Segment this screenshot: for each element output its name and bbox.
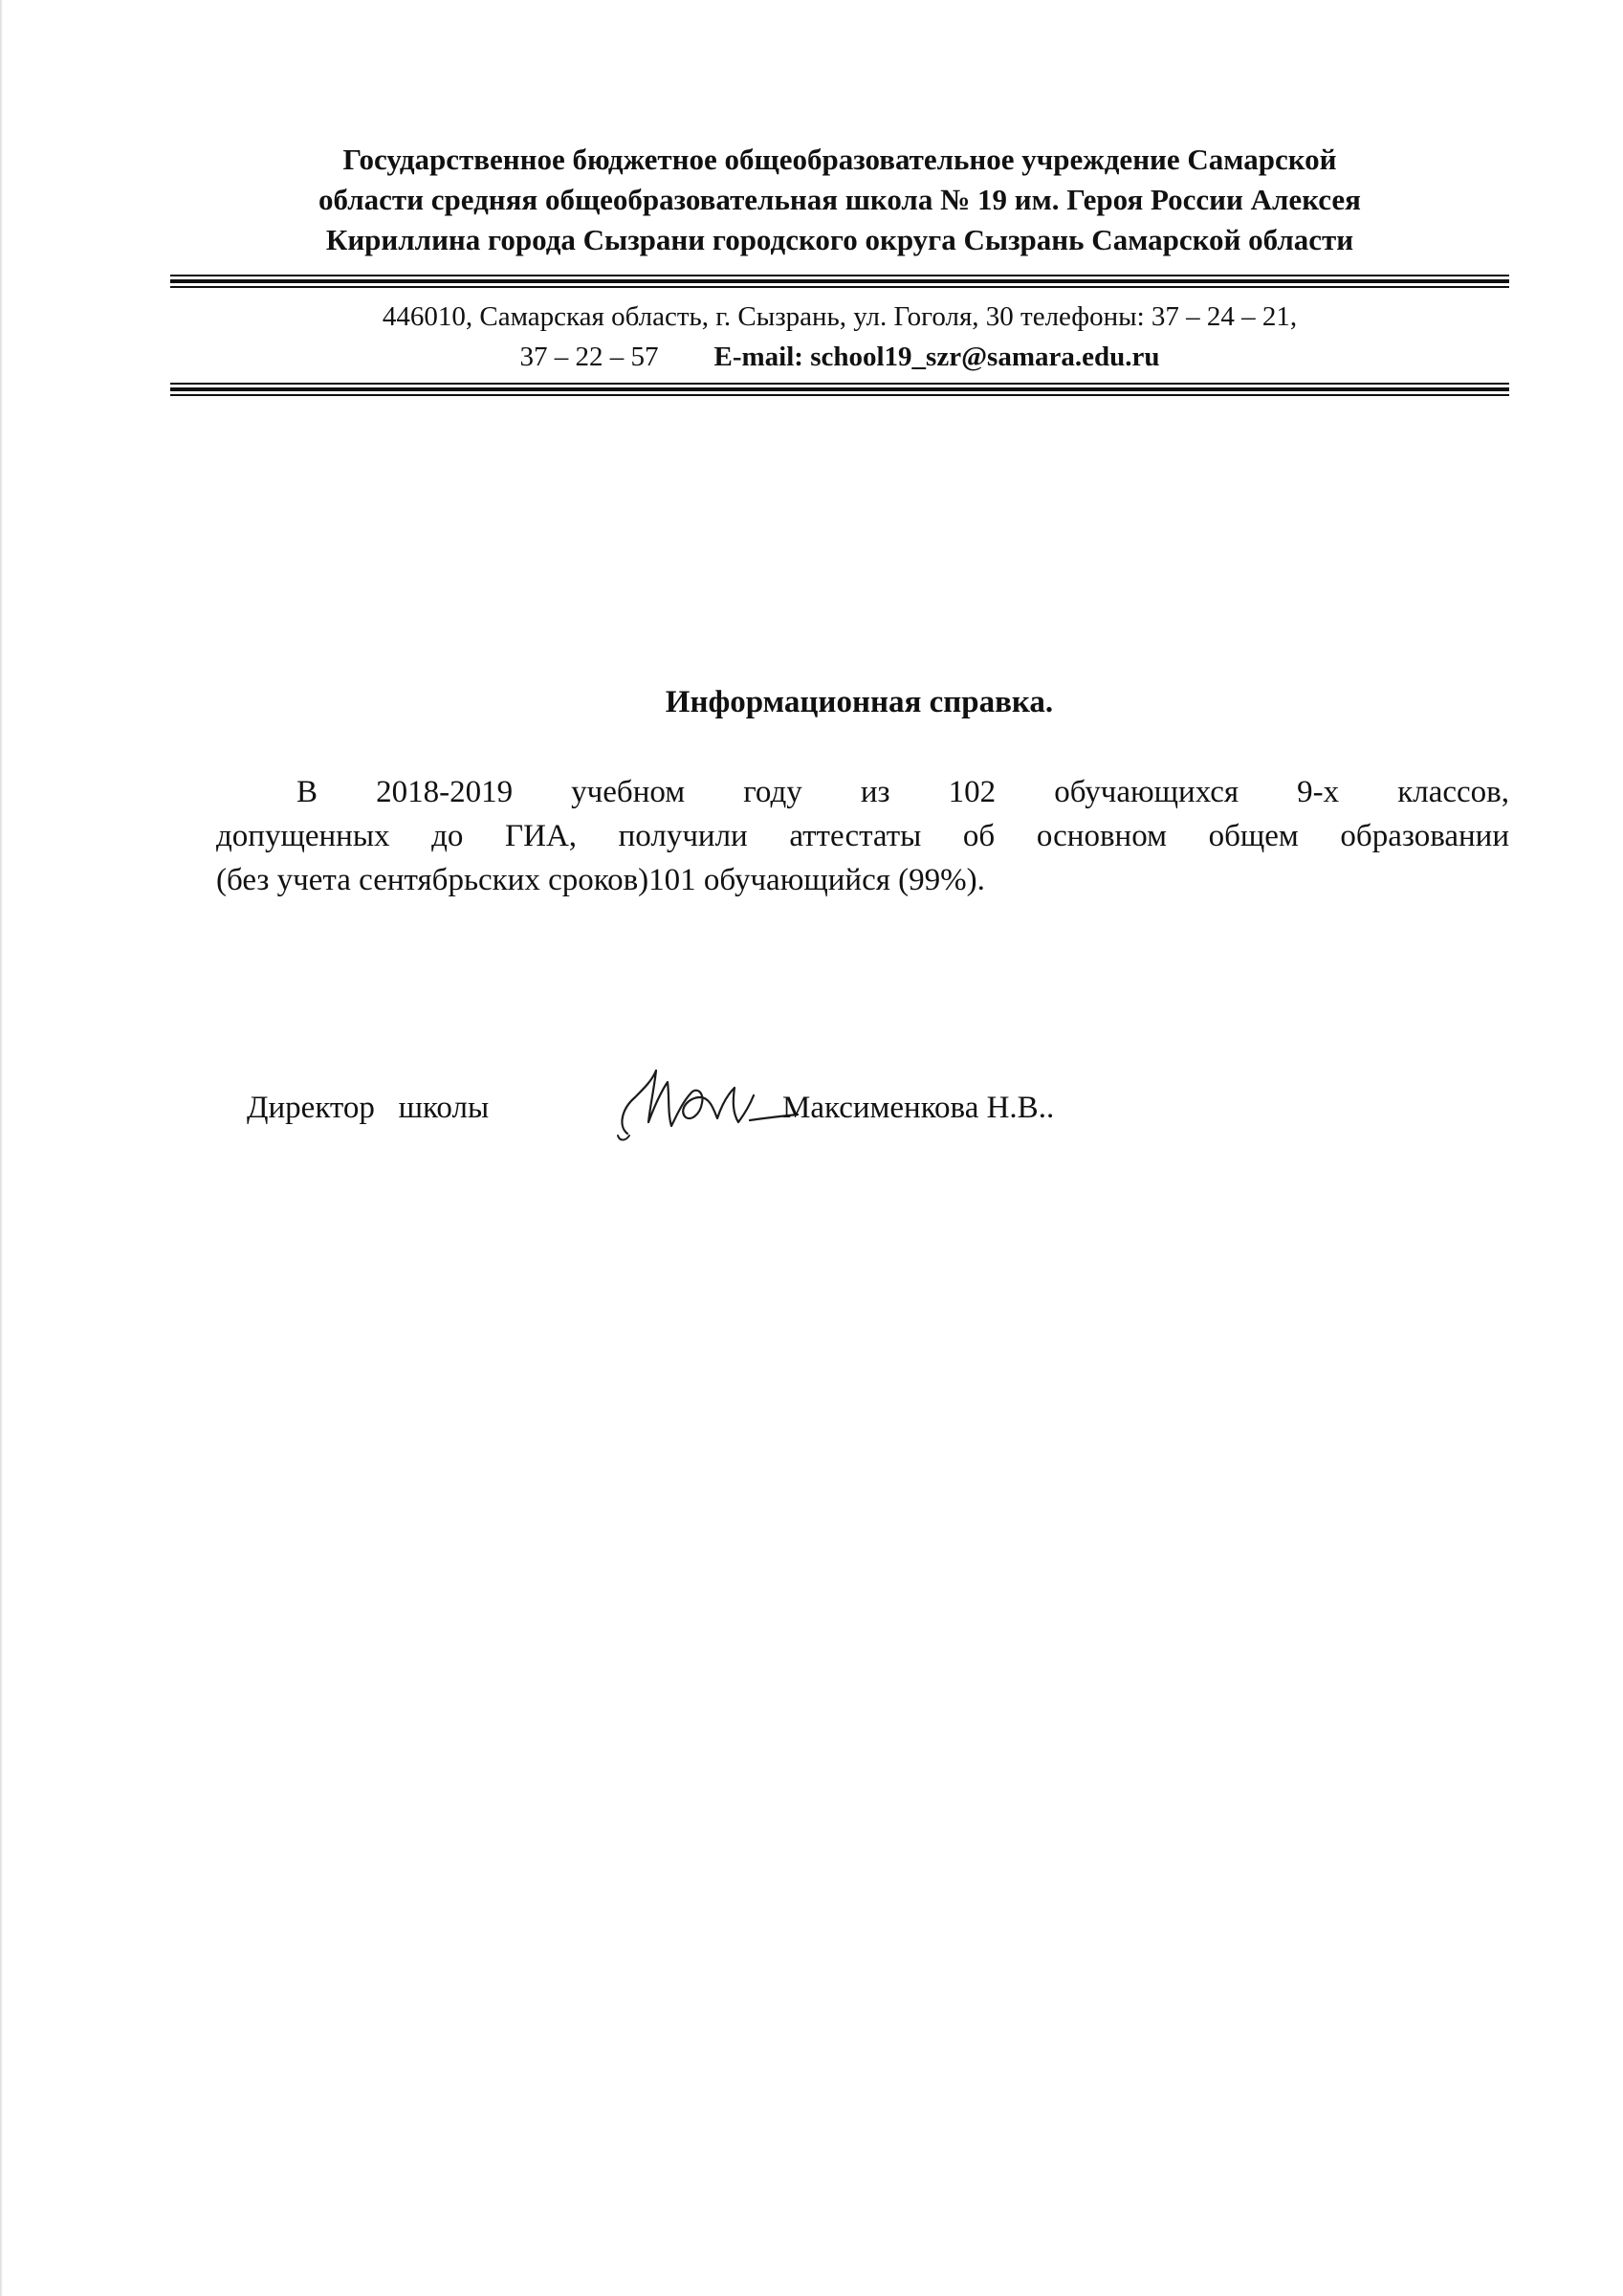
handwritten-signature-icon bbox=[610, 1059, 811, 1145]
signatory-role: Директор школы bbox=[247, 1091, 490, 1125]
document-body bbox=[216, 770, 1509, 902]
letterhead-divider-top bbox=[170, 275, 1509, 288]
letterhead-divider-bottom bbox=[170, 383, 1509, 396]
paragraph-line-2: допущенных до ГИА, получили аттестаты об основном общем образовании bbox=[216, 819, 1509, 853]
address-line: 446010, Самарская область, г. Сызрань, ул. Гоголя, 30 телефоны: 37 – 24 – 21, bbox=[382, 301, 1298, 332]
org-name-line-3: Кириллина города Сызрани городского округа Сызрань Самарской области bbox=[325, 223, 1354, 256]
document-title: Информационная справка. bbox=[665, 685, 1054, 719]
paragraph-line-3: (без учета сентябрьских сроков)101 обучающийся (99%). bbox=[216, 863, 985, 897]
address-block bbox=[170, 297, 1509, 377]
letterhead bbox=[170, 140, 1509, 260]
page-edge bbox=[0, 0, 3, 2296]
phone-number: 37 – 22 – 57 bbox=[519, 342, 659, 372]
email-address[interactable]: E-mail: school19_szr@samara.edu.ru bbox=[713, 342, 1160, 372]
contact-line bbox=[170, 337, 1509, 377]
signatory-name: Максименкова Н.В.. bbox=[782, 1091, 1055, 1125]
signature-block bbox=[247, 1086, 1394, 1162]
paragraph-line-1: В 2018-2019 учебном году из 102 обучающихся 9-х классов, bbox=[296, 775, 1509, 809]
org-name-line-2: области средняя общеобразовательная школа № 19 им. Героя России Алексея bbox=[318, 183, 1361, 216]
org-name-line-1: Государственное бюджетное общеобразовательное учреждение Самарской bbox=[342, 143, 1337, 176]
